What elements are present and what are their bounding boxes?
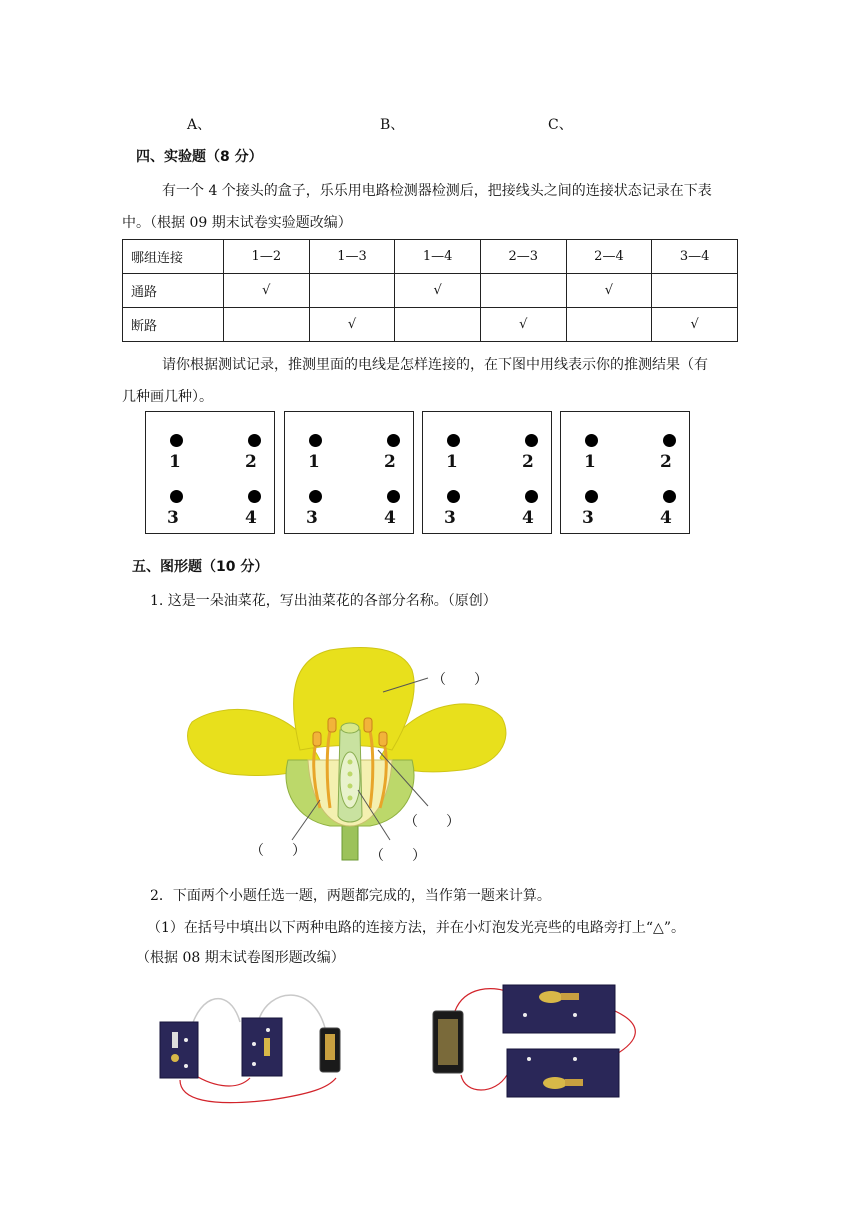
table-cell — [652, 274, 738, 308]
table-cell: 断路 — [123, 308, 224, 342]
flower-blank-sepal[interactable]: （ ） — [250, 843, 306, 859]
terminal-dot[interactable] — [387, 490, 400, 503]
section-4-prompt-line2: 几种画几种）。 — [122, 389, 213, 405]
terminal-label: 4 — [384, 508, 396, 528]
terminal-dot[interactable] — [309, 490, 322, 503]
terminal-dot[interactable] — [248, 434, 261, 447]
table-cell — [566, 308, 652, 342]
table-cell: √ — [395, 274, 481, 308]
terminal-label: 2 — [384, 452, 396, 472]
table-cell: 1—3 — [309, 240, 395, 274]
section-5-title: 五、图形题（10 分） — [132, 559, 269, 575]
question-2: 2．下面两个小题任选一题，两题都完成的，当作第一题来计算。 — [150, 888, 551, 904]
option-b: B、 — [380, 117, 405, 133]
series-circuit-photo — [150, 982, 370, 1112]
flower-blank-petal[interactable]: （ ） — [432, 672, 488, 688]
terminal-label: 3 — [306, 508, 318, 528]
section-4-intro-line1: 有一个 4 个接头的盒子，乐乐用电路检测器检测后，把接线头之间的连接状态记录在下表 — [162, 183, 712, 199]
option-a: A、 — [187, 117, 212, 133]
table-cell: 通路 — [123, 274, 224, 308]
table-cell: 哪组连接 — [123, 240, 224, 274]
terminal-label: 1 — [446, 452, 458, 472]
terminal-box[interactable] — [560, 411, 690, 534]
terminal-dot[interactable] — [447, 434, 460, 447]
terminal-label: 3 — [167, 508, 179, 528]
table-row — [123, 274, 738, 308]
table-cell: √ — [224, 274, 310, 308]
table-cell — [480, 274, 566, 308]
table-cell — [224, 308, 310, 342]
terminal-dot[interactable] — [170, 434, 183, 447]
table-cell: √ — [309, 308, 395, 342]
question-2-1-line1: （1）在括号中填出以下两种电路的连接方法，并在小灯泡发光亮些的电路旁打上“△”。 — [147, 920, 685, 936]
table-cell: 2—3 — [480, 240, 566, 274]
terminal-label: 3 — [582, 508, 594, 528]
terminal-label: 2 — [245, 452, 257, 472]
terminal-label: 3 — [444, 508, 456, 528]
table-cell: 2—4 — [566, 240, 652, 274]
section-4-intro-line2: 中。（根据 09 期末试卷实验题改编） — [122, 215, 352, 231]
table-cell: √ — [652, 308, 738, 342]
terminal-dot[interactable] — [585, 490, 598, 503]
table-cell — [309, 274, 395, 308]
table-cell: 1—4 — [395, 240, 481, 274]
table-cell: 3—4 — [652, 240, 738, 274]
terminal-box[interactable] — [284, 411, 414, 534]
flower-blank-pistil[interactable]: （ ） — [370, 848, 426, 864]
terminal-box[interactable] — [145, 411, 275, 534]
terminal-dot[interactable] — [248, 490, 261, 503]
terminal-dot[interactable] — [447, 490, 460, 503]
terminal-label: 1 — [584, 452, 596, 472]
terminal-dot[interactable] — [525, 434, 538, 447]
terminal-label: 2 — [660, 452, 672, 472]
terminal-label: 2 — [522, 452, 534, 472]
terminal-dot[interactable] — [387, 434, 400, 447]
terminal-dot[interactable] — [585, 434, 598, 447]
table-cell: √ — [566, 274, 652, 308]
terminal-dot[interactable] — [525, 490, 538, 503]
terminal-label: 4 — [660, 508, 672, 528]
table-cell — [395, 308, 481, 342]
terminal-label: 4 — [245, 508, 257, 528]
option-c: C、 — [548, 117, 573, 133]
table-row — [123, 308, 738, 342]
section-4-prompt-line1: 请你根据测试记录，推测里面的电线是怎样连接的，在下图中用线表示你的推测结果（有 — [162, 357, 708, 373]
parallel-circuit-photo — [425, 975, 645, 1110]
terminal-box[interactable] — [422, 411, 552, 534]
table-cell: 1—2 — [224, 240, 310, 274]
question-2-1-line2: （根据 08 期末试卷图形题改编） — [136, 950, 345, 966]
terminal-dot[interactable] — [170, 490, 183, 503]
terminal-label: 1 — [169, 452, 181, 472]
table-cell: √ — [480, 308, 566, 342]
record-table — [122, 239, 738, 342]
terminal-dot[interactable] — [663, 434, 676, 447]
table-header-row — [123, 240, 738, 274]
terminal-label: 1 — [308, 452, 320, 472]
section-4-title: 四、实验题（8 分） — [136, 149, 263, 165]
question-1: 1. 这是一朵油菜花，写出油菜花的各部分名称。（原创） — [150, 593, 497, 609]
flower-blank-stamen[interactable]: （ ） — [404, 814, 460, 830]
terminal-dot[interactable] — [663, 490, 676, 503]
terminal-dot[interactable] — [309, 434, 322, 447]
terminal-label: 4 — [522, 508, 534, 528]
